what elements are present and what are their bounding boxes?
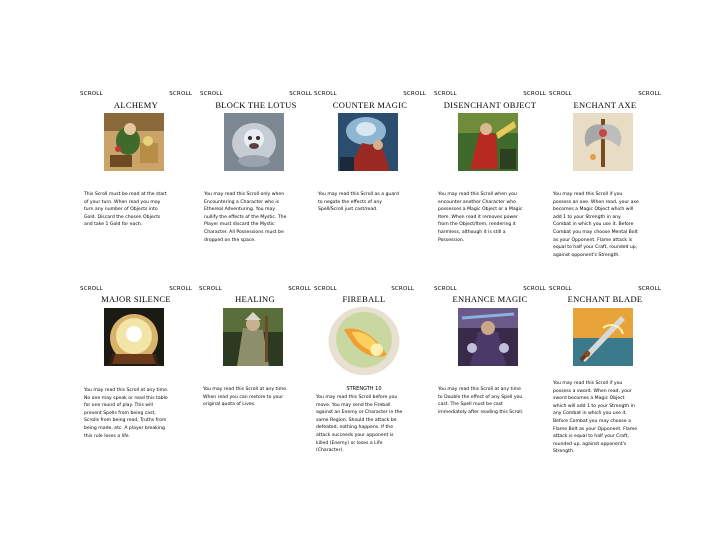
fireball-illustration — [326, 304, 402, 378]
card-header — [80, 286, 192, 294]
card-type-left: SCROLL — [434, 286, 457, 292]
card-type-right: SCROLL — [523, 91, 546, 97]
card-type-left: SCROLL — [549, 286, 572, 292]
card-type-right: SCROLL — [288, 286, 311, 292]
card-type-right: SCROLL — [638, 91, 661, 97]
blade-illustration — [573, 308, 633, 366]
card-header — [549, 91, 661, 99]
card-type-right: SCROLL — [638, 286, 661, 292]
axe-illustration — [573, 113, 633, 171]
card-type-right: SCROLL — [289, 91, 312, 97]
card-type-right: SCROLL — [391, 286, 414, 292]
card-header — [80, 91, 192, 99]
card-type-right: SCROLL — [169, 286, 192, 292]
card-description: You may read this Scroll if you possess a sword. When read, your sword becomes a Magic Object which will add 1 to your Strength in any Combat in which you use it. Before Combat you may choose a Flame Bolt as your Opponent. Flame attack is equal to half your Craft, rounded up, against opponent's Strength. — [553, 381, 638, 455]
lotus-ghost-illustration — [224, 113, 284, 171]
card-enchant-blade[interactable] — [549, 286, 661, 516]
card-description: You may read this Scroll before you move. You may send the Fireball against an Enemy or Character in the same Region. Should the attack be defeated, nothing happens. If the attack succeeds your opponent is killed (Enemy) or loses a Life (Character). — [316, 395, 403, 454]
card-type-left: SCROLL — [549, 91, 572, 97]
card-title: BLOCK THE LOTUS — [215, 100, 297, 110]
card-description: You may read this Scroll at any time. No one may speak or read this table for one round of play. This will prevent Spells from being cast, Scrolls from being read, Truths from being made, etc. A player breaking this rule loses a life. — [84, 388, 169, 439]
card-type-right: SCROLL — [169, 91, 192, 97]
card-header — [200, 91, 312, 99]
card-type-left: SCROLL — [314, 286, 337, 292]
card-header — [314, 91, 426, 99]
card-description: You may read this Scroll when you encounter another Character who possesses a Magic Object or a Magic Item. When read it removes power from the Object/Item, rendering it harmless, although it is still a Possession. — [438, 192, 523, 243]
card-header — [549, 286, 661, 294]
counter-magic-illustration — [338, 113, 398, 171]
card-title: ALCHEMY — [113, 100, 159, 110]
card-description: You may read this Scroll at any time. When read you can restore to your original quota of Lives. — [203, 387, 288, 408]
card-description: This Scroll must be read at the start of your turn. When read you may turn any number of Objects into Gold. Discard the chosen Objects and take 1 Gold for each. — [84, 192, 167, 228]
card-header — [434, 91, 546, 99]
card-title: DISENCHANT OBJECT — [443, 100, 537, 110]
card-title: FIREBALL — [342, 294, 386, 304]
card-type-left: SCROLL — [434, 91, 457, 97]
card-description: You may read this Scroll as a guard to negate the effects of any Spell/Scroll just cast/read. — [318, 192, 399, 213]
card-strength: STRENGTH 10 — [346, 386, 382, 392]
alchemist-illustration — [104, 113, 164, 171]
card-type-left: SCROLL — [199, 286, 222, 292]
card-type-left: SCROLL — [80, 91, 103, 97]
card-title: MAJOR SILENCE — [101, 294, 171, 304]
card-description: You may read this Scroll only when Encountering a Character who is Ethereal Adventuring. You may nullify the effects of the Mystic. The Player must discard the Mystic Character. All Possessions must be dropped on the space. — [204, 192, 287, 243]
card-type-right: SCROLL — [403, 91, 426, 97]
card-type-left: SCROLL — [314, 91, 337, 97]
card-title: ENCHANT AXE — [573, 100, 637, 110]
card-healing[interactable] — [199, 286, 311, 516]
wizard-illustration — [458, 308, 518, 366]
card-header — [199, 286, 311, 294]
card-header — [314, 286, 414, 294]
card-type-left: SCROLL — [80, 286, 103, 292]
card-description: You may read this Scroll at any time to Double the effect of any Spell you cast. The Spell must be cast immediately after reading this Scroll. — [438, 387, 524, 415]
disenchant-illustration — [458, 113, 518, 171]
card-title: ENHANCE MAGIC — [452, 294, 528, 304]
card-type-right: SCROLL — [523, 286, 546, 292]
card-title: HEALING — [235, 294, 275, 304]
card-type-left: SCROLL — [200, 91, 223, 97]
card-description: You may read this Scroll if you possess an axe. When read, your axe becomes a Magic Object which will add 1 to your Strength in any Combat in which you use it. Before Combat you may choose Mental Bolt as your Opponent. Flame attack is equal to half your Craft, rounded up, against opponent's Strength. — [553, 192, 639, 258]
card-enhance-magic[interactable] — [434, 286, 546, 516]
card-title: COUNTER MAGIC — [332, 100, 408, 110]
card-major-silence[interactable] — [80, 286, 192, 516]
card-fireball[interactable] — [304, 286, 424, 516]
card-header — [434, 286, 546, 294]
silence-orb-illustration — [104, 308, 164, 366]
card-title: ENCHANT BLADE — [567, 294, 643, 304]
healer-illustration — [223, 308, 283, 366]
